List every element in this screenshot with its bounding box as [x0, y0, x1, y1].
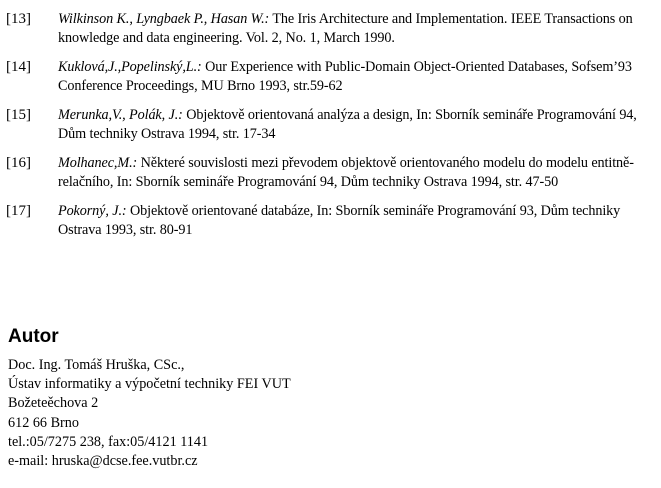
author-email: e-mail: hruska@dcse.fee.vutbr.cz — [8, 453, 198, 470]
reference-number: [14] — [6, 59, 31, 75]
reference-text — [58, 106, 654, 144]
author-heading: Autor — [8, 326, 59, 347]
author-address — [8, 356, 648, 471]
reference-number: [15] — [6, 107, 31, 123]
reference-number: [16] — [6, 155, 31, 171]
author-name: Doc. Ing. Tomáš Hruška, CSc., — [8, 357, 185, 373]
reference-item — [0, 10, 661, 48]
reference-text — [58, 10, 654, 48]
reference-item — [0, 58, 661, 96]
reference-authors: Merunka,V., Polák, J.: — [58, 107, 183, 123]
reference-authors: Molhanec,M.: — [58, 155, 138, 171]
author-institute: Ústav informatiky a výpočetní techniky FEI VUT — [8, 376, 291, 393]
reference-number: [13] — [6, 11, 31, 27]
reference-item — [0, 106, 661, 144]
reference-details: The Iris Architecture and Implementation. IEEE Transactions on knowledge and data engineering. Vol. 2, No. 1, March 1990. — [58, 11, 633, 46]
author-city: 612 66 Brno — [8, 414, 79, 431]
reference-authors: Kuklová,J.,Popelinský,L.: — [58, 59, 202, 75]
reference-text — [58, 202, 654, 240]
reference-authors: Pokorný, J.: — [58, 203, 127, 219]
reference-details: Některé souvislosti mezi převodem objektově orientovaného modelu do modelu entitně-relačního, In: Sborník semináře Programování 94, Dům techniky Ostrava 1994, str. 47-50 — [58, 155, 634, 190]
reference-text — [58, 58, 654, 96]
author-section — [8, 325, 648, 471]
reference-item — [0, 154, 661, 192]
author-street: Božeteěchova 2 — [8, 395, 99, 412]
reference-item — [0, 202, 661, 240]
reference-details: Our Experience with Public-Domain Object-Oriented Databases, Sofsem’93 Conference Proceedings, MU Brno 1993, str.59-62 — [58, 59, 632, 94]
reference-details: Objektově orientovaná analýza a design, In: Sborník semináře Programování 94, Dům techniky Ostrava 1994, str. 17-34 — [58, 107, 637, 142]
reference-number: [17] — [6, 203, 31, 219]
reference-text — [58, 154, 654, 192]
author-phone-fax: tel.:05/7275 238, fax:05/4121 1141 — [8, 433, 209, 450]
reference-authors: Wilkinson K., Lyngbaek P., Hasan W.: — [58, 11, 270, 27]
reference-details: Objektově orientované databáze, In: Sborník semináře Programování 93, Dům techniky Ostrava 1993, str. 80-91 — [58, 203, 621, 238]
reference-list — [0, 10, 661, 250]
